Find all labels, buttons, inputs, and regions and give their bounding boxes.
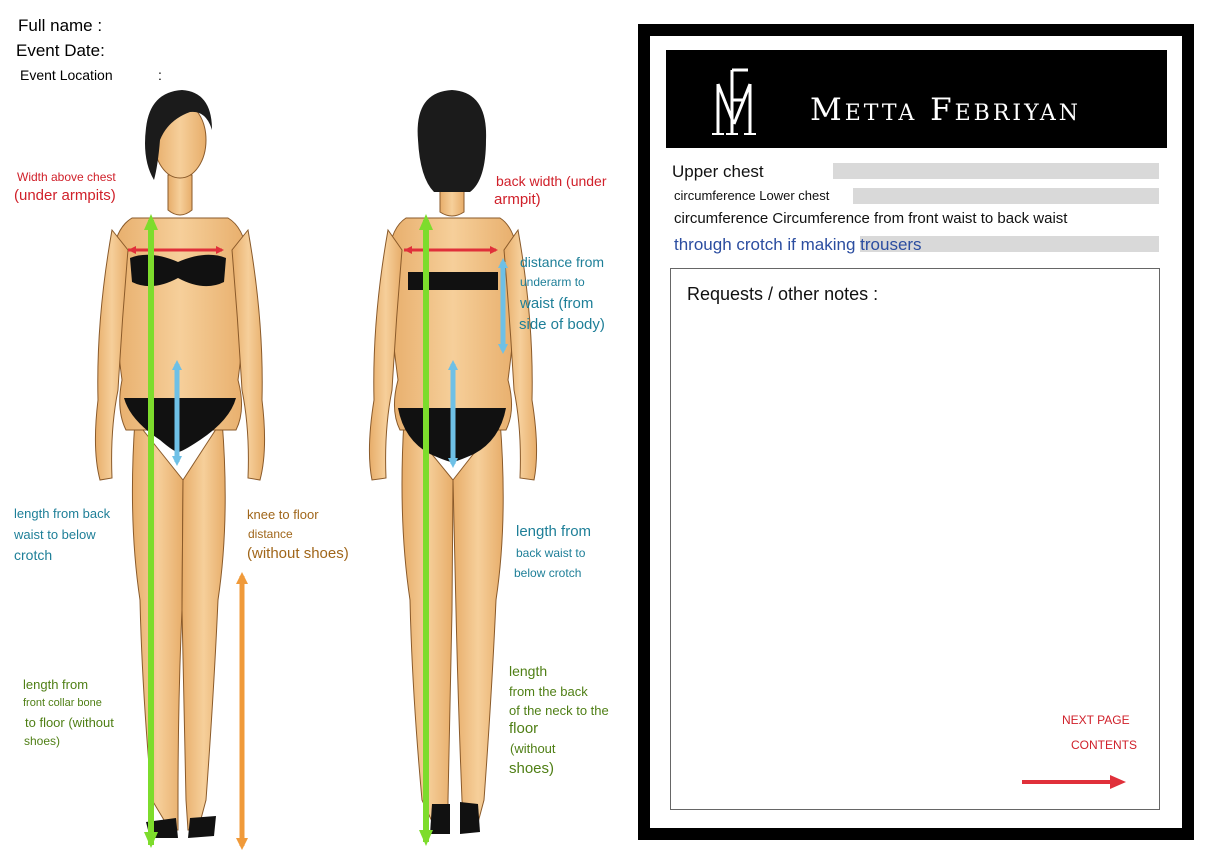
event-location-colon: : xyxy=(158,67,162,83)
neck-label-line2: from the back xyxy=(509,684,588,699)
brand-name: Metta Febriyan xyxy=(810,92,1082,128)
front-back-waist-label-line2: waist to below xyxy=(14,527,96,542)
neck-label-line4: floor xyxy=(509,720,539,737)
back-width-label-line2: armpit) xyxy=(494,191,541,208)
next-page-label[interactable]: NEXT PAGE xyxy=(1062,713,1130,727)
full-name-label: Full name : xyxy=(18,16,103,35)
through-crotch-label: through crotch if making trousers xyxy=(674,235,922,254)
collar-label-line1: length from xyxy=(23,677,89,692)
front-knee-to-floor-arrow xyxy=(236,572,248,850)
upper-chest-input[interactable] xyxy=(833,163,1159,179)
back-crotch-label-line2: back waist to xyxy=(516,546,586,560)
neck-label-line6: shoes) xyxy=(509,760,555,777)
front-chest-label-line1: Width above chest xyxy=(17,170,116,184)
brand-monogram-logo xyxy=(706,64,772,140)
back-crotch-label-line3: below crotch xyxy=(514,566,582,580)
lower-chest-input[interactable] xyxy=(853,188,1159,204)
knee-label-line2: distance xyxy=(248,527,293,541)
collar-label-line3: to floor (without xyxy=(25,715,114,730)
lower-chest-label: circumference Lower chest xyxy=(674,188,830,203)
front-chest-label-line2: (under armpits) xyxy=(14,187,116,204)
collar-label-line2: front collar bone xyxy=(23,697,102,709)
underarm-label-line4: side of body) xyxy=(519,316,605,333)
front-back-waist-label-line3: crotch xyxy=(14,547,53,563)
knee-label-line3: (without shoes) xyxy=(247,545,349,562)
back-width-label-line1: back width (under xyxy=(496,173,607,189)
notes-box[interactable] xyxy=(670,268,1160,810)
contents-label[interactable]: CONTENTS xyxy=(1071,738,1137,752)
underarm-label-line2: underarm to xyxy=(520,275,585,289)
notes-label: Requests / other notes : xyxy=(687,284,879,304)
neck-label-line5: (without xyxy=(510,741,556,756)
back-crotch-label-line1: length from xyxy=(516,523,592,540)
upper-chest-label: Upper chest xyxy=(672,162,764,181)
underarm-label-line3: waist (from xyxy=(520,295,594,312)
knee-label-line1: knee to floor xyxy=(247,507,319,522)
front-figure xyxy=(95,90,264,838)
next-page-arrow-icon[interactable] xyxy=(1020,772,1130,792)
underarm-label-line1: distance from xyxy=(520,254,605,270)
event-location-label: Event Location xyxy=(20,67,113,83)
neck-label-line3: of the neck to the xyxy=(509,703,609,718)
front-back-waist-label-line1: length from back xyxy=(14,506,111,521)
circumference-label: circumference Circumference from front waist to back waist xyxy=(674,210,1068,227)
neck-label-line1: length xyxy=(509,663,548,679)
event-date-label: Event Date: xyxy=(16,41,105,60)
collar-label-line4: shoes) xyxy=(24,734,61,748)
